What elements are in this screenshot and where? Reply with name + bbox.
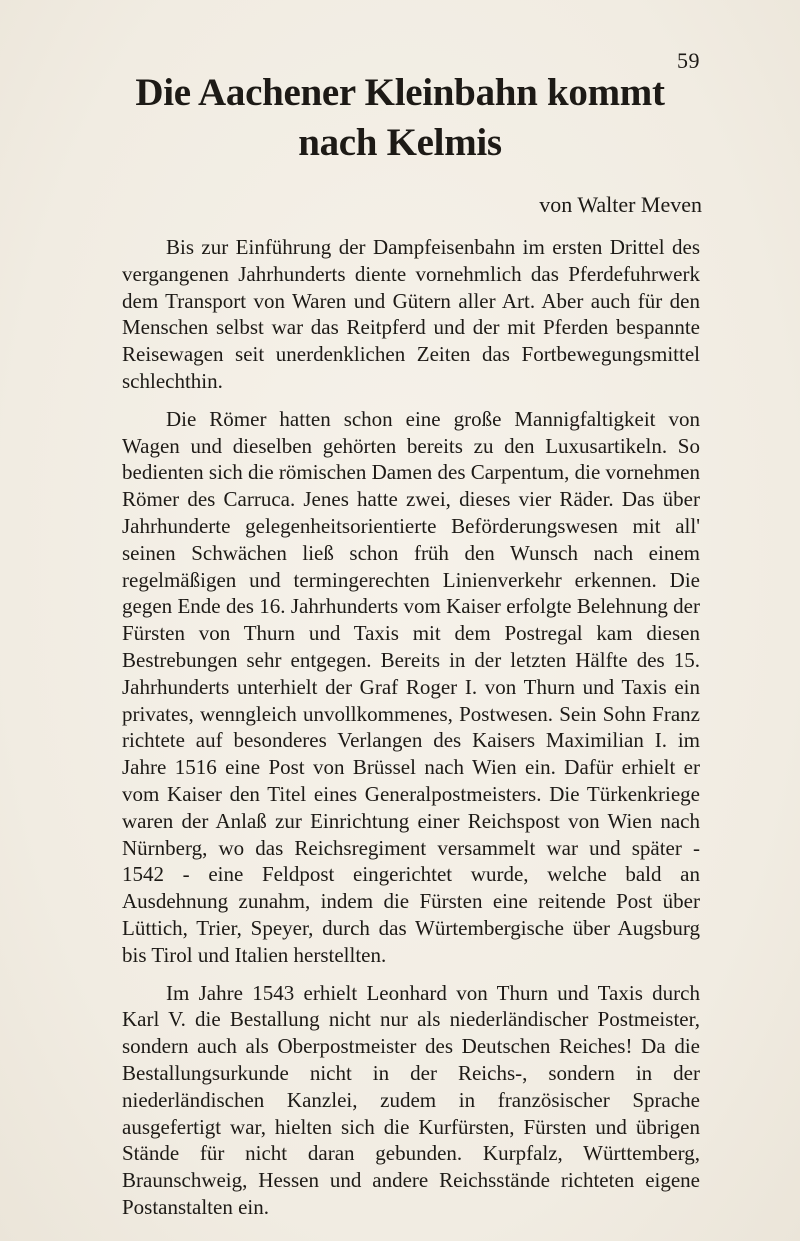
article-body	[122, 234, 700, 1221]
paragraph-2: Die Römer hatten schon eine große Mannigfaltigkeit von Wagen und dieselben gehörten bereits zu den Luxusartikeln. So bedienten sich die römischen Damen des Carpentum, die vornehmen Römer des Carruca. Jenes hatte zwei, dieses vier Räder. Das über Jahrhunderte gelegenheitsorientierte Beförderungswesen mit all' seinen Schwächen ließ schon früh den Wunsch nach einem regelmäßigen und termingerechten Linienverkehr erkennen. Die gegen Ende des 16. Jahrhunderts vom Kaiser erfolgte Belehnung der Fürsten von Thurn und Taxis mit dem Postregal kam diesen Bestrebungen sehr entgegen. Bereits in der letzten Hälfte des 15. Jahrhunderts unterhielt der Graf Roger I. von Thurn und Taxis ein privates, wenngleich unvollkommenes, Postwesen. Sein Sohn Franz richtete auf besonderes Verlangen des Kaisers Maximilian I. im Jahre 1516 eine Post von Brüssel nach Wien ein. Dafür erhielt er vom Kaiser den Titel eines Generalpostmeisters. Die Türkenkriege waren der Anlaß zur Einrichtung einer Reichspost von Wien nach Nürnberg, wo das Reichsregiment versammelt war und später - 1542 - eine Feldpost eingerichtet wurde, welche bald an Ausdehnung zunahm, indem die Fürsten eine reitende Post über Lüttich, Trier, Speyer, durch das Würtembergische über Augsburg bis Tirol und Italien herstellten.	[122, 406, 700, 967]
paragraph-1: Bis zur Einführung der Dampfeisenbahn im ersten Drittel des vergangenen Jahrhunderts diente vornehmlich das Pferdefuhrwerk dem Transport von Waren und Gütern aller Art. Aber auch für den Menschen selbst war das Reitpferd und der mit Pferden bespannte Reisewagen seit unerdenklichen Zeiten das Fortbewegungsmittel schlechthin.	[122, 235, 700, 393]
article-title-line-1: Die Aachener Kleinbahn kommt	[135, 71, 665, 114]
page-number: 59	[677, 48, 700, 73]
article-title	[100, 68, 700, 168]
article-title-line-2: nach Kelmis	[298, 121, 502, 164]
paragraph-3: Im Jahre 1543 erhielt Leonhard von Thurn und Taxis durch Karl V. die Bestallung nicht nur als niederländischer Postmeister, sondern auch als Oberpostmeister des Deutschen Reiches! Da die Bestallungsurkunde nicht in der Reichs-, sondern in der niederländischen Kanzlei, zudem in französischer Sprache ausgefertigt war, hielten sich die Kurfürsten, Fürsten und übrigen Stände für nicht daran gebunden. Kurpfalz, Württemberg, Braunschweig, Hessen und andere Reichsstände richteten eigene Postanstalten ein.	[122, 980, 700, 1219]
author-byline: von Walter Meven	[539, 192, 702, 217]
